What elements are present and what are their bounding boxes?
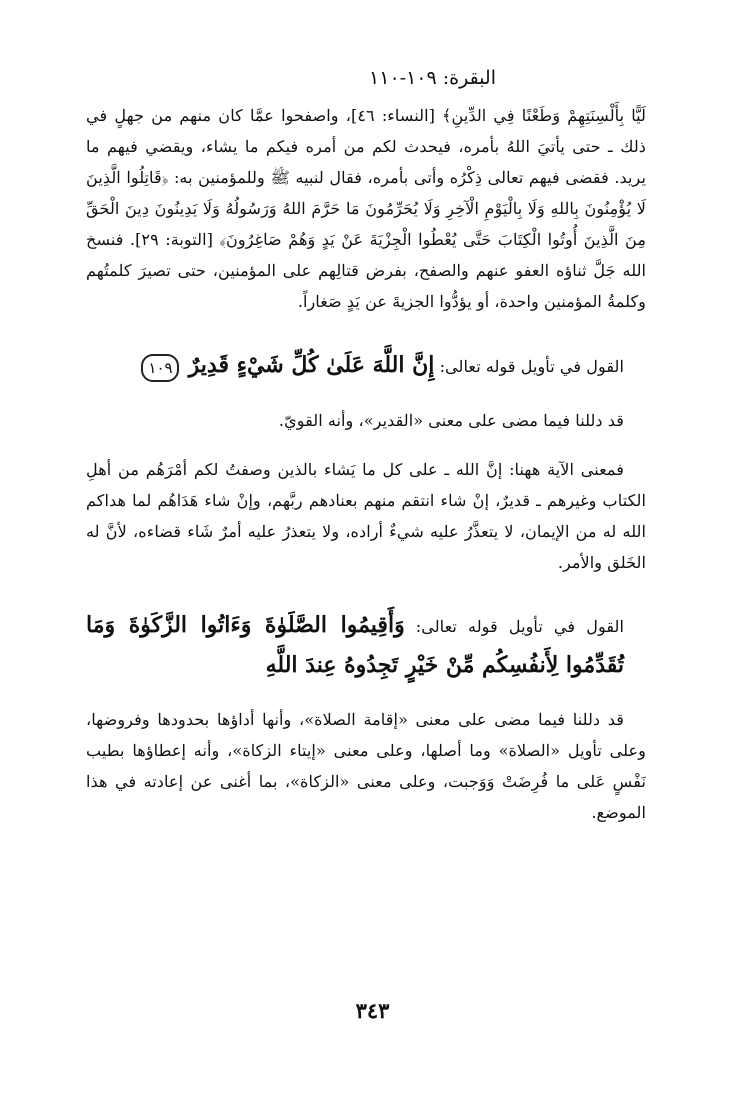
page-number: ٣٤٣ bbox=[355, 998, 390, 1023]
running-header: البقرة: ١٠٩-١١٠ bbox=[369, 67, 496, 89]
page-body bbox=[86, 64, 646, 828]
spacer bbox=[86, 578, 646, 606]
section-heading-verse-110 bbox=[86, 606, 646, 686]
verse-number-badge: ١٠٩ bbox=[141, 354, 179, 382]
spacer bbox=[86, 436, 646, 454]
spacer bbox=[86, 387, 646, 405]
paragraph-salah-zakah: قد دللنا فيما مضى على معنى «إقامة الصلاة»، وأنها أداؤها بحدودها وفروضها، وعلى تأويل «الصلاة» وما أصلها، وعلى معنى «إيتاء الزكاة»، وأنه إعطاؤها بطيب نَفْسٍ عَلى ما فُرِضَتْ وَوَجبت، وعلى معنى «الزكاة»، بما أغنى عن إعادته في هذا الموضع. bbox=[86, 710, 646, 822]
quran-verse-109: إِنَّ اللَّهَ عَلَىٰ كُلِّ شَيْءٍ قَدِيرٌ bbox=[188, 352, 435, 378]
paragraph-qadir: قد دللنا فيما مضى على معنى «القدير»، وأنه القويّ. bbox=[278, 411, 624, 430]
heading-prefix: القول في تأويل قوله تعالى: bbox=[439, 357, 624, 376]
heading-prefix: القول في تأويل قوله تعالى: bbox=[415, 617, 624, 636]
paragraph-opening: لَيًّا بِأَلْسِنَتِهِمْ وَطَعْنًا فِي الدِّينِ﴾ [النساء: ٤٦]، واصفحوا عمَّا كان منهم من جهلٍ في ذلك ـ حتى يأتيَ اللهُ بأمره، فيحدث لكم من أمره فيكم ما يشاء، ويقضي فيهم ما يريد. فقضى فيهم تعالى ذِكْرُه وأتى بأمره، فقال لنبيه ﷺ وللمؤمنين به: ﴿قَاتِلُوا الَّذِينَ لَا يُؤْمِنُونَ بِاللهِ وَلَا بِالْيَوْمِ الْآخِرِ وَلَا يُحَرِّمُونَ مَا حَرَّمَ اللهُ وَرَسُولُهُ وَلَا يَدِينُونَ دِينَ الْحَقِّ مِنَ الَّذِينَ أُوتُوا الْكِتَابَ حَتَّى يُعْطُوا الْجِزْيَةَ عَنْ يَدٍ وَهُمْ صَاغِرُونَ﴾ [التوبة: ٢٩]. فنسخ الله جَلَّ ثناؤه العفو عنهم والصفح، بفرض قتالِهم على المؤمنين، حتى تصيرَ كلمتُهم وكلمةُ المؤمنين واحدة، أو يؤدُّوا الجزيةَ عن يَدٍ صَغاراً. bbox=[86, 106, 646, 311]
paragraph-meaning: فمعنى الآية ههنا: إنَّ الله ـ على كل ما يَشاء بالذين وصفتُ لكم أمْرَهُم من أهلِ الكتاب وغيرهم ـ قديرٌ، إنْ شاء انتقم منهم بعنادهم ربَّهم، وإنْ شاء هَدَاهُم لما هداكم الله له من الإيمان، لا يتعذَّرُ عليه شيءٌ أراده، ولا يتعذرُ عليه أمرٌ شَاء قضاءه، لأنَّ له الخَلق والأمر. bbox=[86, 460, 646, 572]
section-heading-verse-109 bbox=[86, 345, 646, 387]
spacer bbox=[86, 686, 646, 704]
spacer bbox=[86, 317, 646, 345]
quran-verse-110: وَأَقِيمُوا الصَّلَوٰةَ وَءَاتُوا الزَّكَوٰةَ وَمَا تُقَدِّمُوا لِأَنفُسِكُم مِّنْ خَيْرٍ تَجِدُوهُ عِندَ اللَّهِ bbox=[86, 612, 624, 678]
